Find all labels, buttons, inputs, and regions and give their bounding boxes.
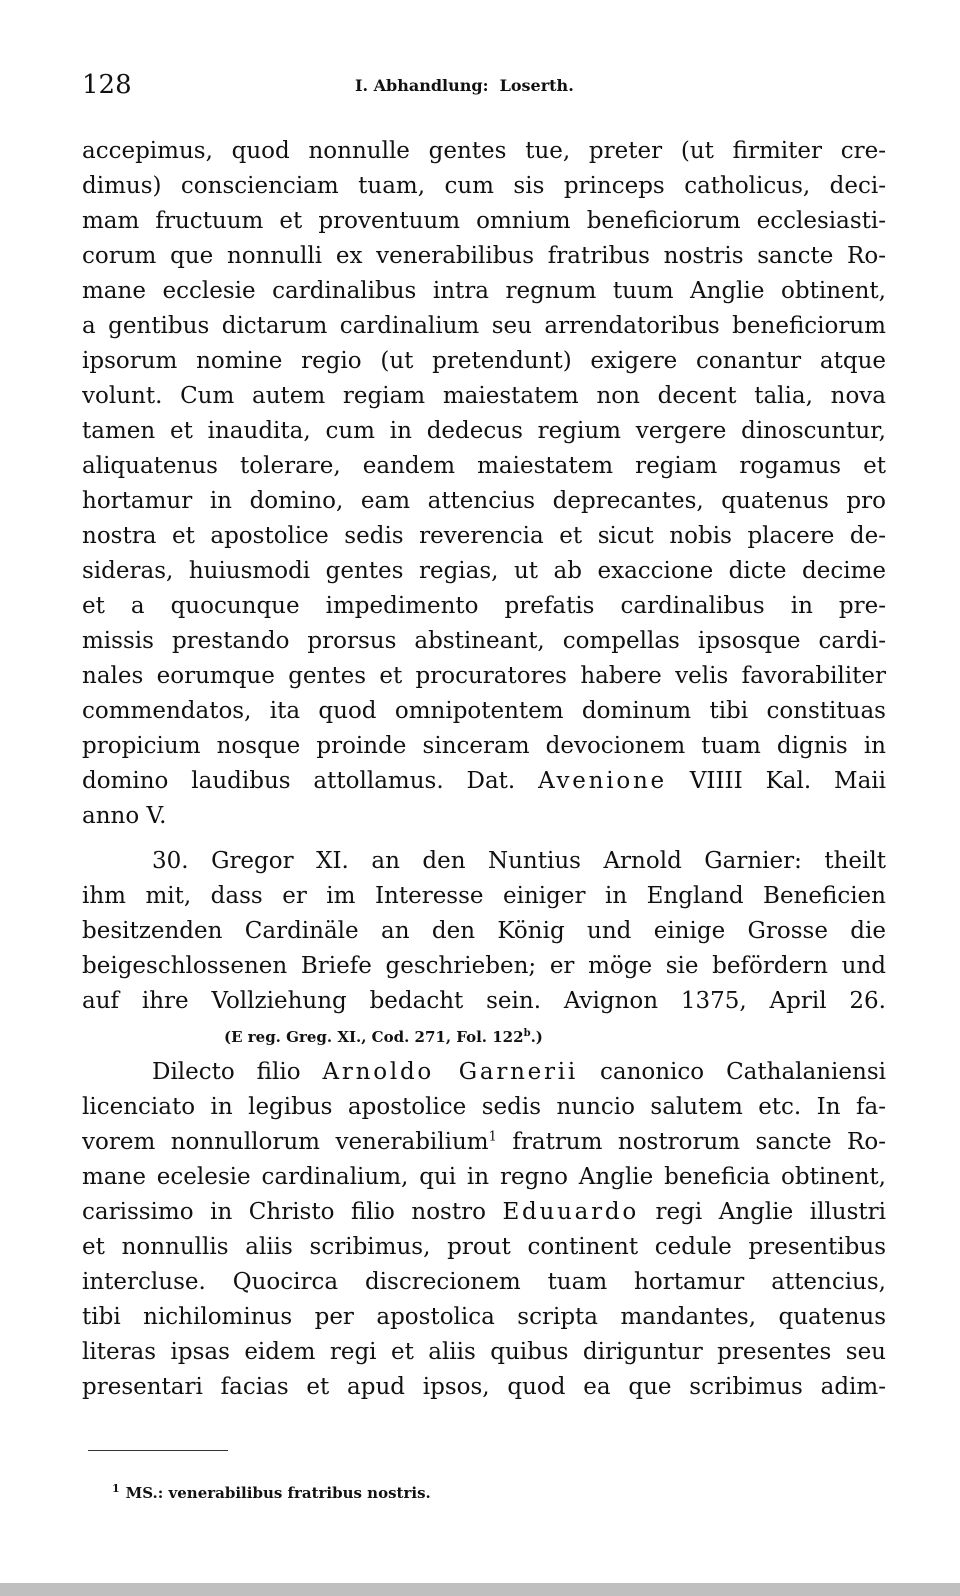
text-line: et nonnullis aliis scribimus, prout continent cedule presentibus [82, 1234, 886, 1260]
text-line: volunt. Cum autem regiam maiestatem non decent talia, nova [82, 383, 886, 409]
text-line: hortamur in domino, eam attencius deprecantes, quatenus pro [82, 488, 886, 514]
letter-text-block [82, 1230, 886, 1405]
text-line: ihm mit, dass er im Interesse einiger in England Beneficien [82, 883, 886, 909]
text-line: licenciato in legibus apostolice sedis nuncio salutem etc. In fa- [82, 1094, 886, 1120]
text-line: sideras, huiusmodi gentes regias, ut ab exaccione dicte decime [82, 558, 886, 584]
text-line: domino laudibus attollamus. Dat. Avenione VIIII Kal. Maii [82, 768, 886, 794]
latin-text-block [82, 134, 886, 764]
text-line: commendatos, ita quod omnipotentem dominum tibi constituas [82, 698, 886, 724]
text-line: missis prestando prorsus abstineant, compellas ipsosque cardi- [82, 628, 886, 654]
footnote-rule [88, 1450, 228, 1451]
text-line: auf ihre Vollziehung bedacht sein. Avignon 1375, April 26. [82, 988, 886, 1014]
text-line: besitzenden Cardinäle an den König und einige Grosse die [82, 918, 886, 944]
footnote-reference: 1 [488, 1129, 497, 1145]
running-head [82, 70, 882, 106]
text-line: beigeschlossenen Briefe geschrieben; er möge sie befördern und [82, 953, 886, 979]
text-line: tibi nichilominus per apostolica scripta mandantes, quatenus [82, 1304, 886, 1330]
running-title: I. Abhandlung: Loserth. [355, 76, 574, 95]
scan-edge [0, 1583, 960, 1596]
footnote-text: MS.: venerabilibus fratribus nostris. [125, 1484, 431, 1502]
text-line: nostra et apostolice sedis reverencia et sicut nobis placere de- [82, 523, 886, 549]
text-line: ipsorum nomine regio (ut pretendunt) exigere conantur atque [82, 348, 886, 374]
text-line: vorem nonnullorum venerabilium$^1$ fratrum nostrorum sancte Ro- [82, 1129, 886, 1155]
footnote-mark: 1 [112, 1482, 120, 1495]
footnote [112, 1482, 431, 1502]
text-line: anno V. [82, 803, 167, 829]
text-line: 30. Gregor XI. an den Nuntius Arnold Garnier: theilt [152, 848, 886, 874]
text-line: mam fructuum et proventuum omnium beneficiorum ecclesiasti- [82, 208, 886, 234]
page-number: 128 [82, 70, 132, 100]
text-line: carissimo in Christo filio nostro Eduuardo regi Anglie illustri [82, 1199, 886, 1225]
text-line: intercluse. Quocirca discrecionem tuam hortamur attencius, [82, 1269, 886, 1295]
text-line: literas ipsas eidem regi et aliis quibus diriguntur presentes seu [82, 1339, 886, 1365]
text-line: mane ecclesie cardinalibus intra regnum tuum Anglie obtinent, [82, 278, 886, 304]
body-text [82, 134, 886, 1405]
text-line: aliquatenus tolerare, eandem maiestatem regiam rogamus et [82, 453, 886, 479]
text-line: accepimus, quod nonnulle gentes tue, preter (ut firmiter cre- [82, 138, 886, 164]
text-line: dimus) conscienciam tuam, cum sis princeps catholicus, deci- [82, 173, 886, 199]
text-line: corum que nonnulli ex venerabilibus fratribus nostris sancte Ro- [82, 243, 886, 269]
text-line: a gentibus dictarum cardinalium seu arrendatoribus beneficiorum [82, 313, 886, 339]
person-name: Arnoldo Garnerii [322, 1059, 579, 1085]
regest-block [82, 844, 886, 1019]
person-name: Eduuardo [502, 1199, 639, 1225]
text-line: presentari facias et apud ipsos, quod ea que scribimus adim- [82, 1374, 886, 1400]
text-line: mane ecelesie cardinalium, qui in regno Anglie beneficia obtinent, [82, 1164, 886, 1190]
text-line: et a quocunque impedimento prefatis cardinalibus in pre- [82, 593, 886, 619]
text-line: nales eorumque gentes et procuratores habere velis favorabiliter [82, 663, 886, 689]
source-reference: (E reg. Greg. XI., Cod. 271, Fol. 122$^b$.) [224, 1028, 543, 1046]
place-name: Avenione [538, 768, 667, 794]
text-line: Dilecto filio Arnoldo Garnerii canonico Cathalaniensi [152, 1059, 886, 1085]
text-line: propicium nosque proinde sinceram devocionem tuam dignis in [82, 733, 886, 759]
text-line: tamen et inaudita, cum in dedecus regium vergere dinoscuntur, [82, 418, 886, 444]
